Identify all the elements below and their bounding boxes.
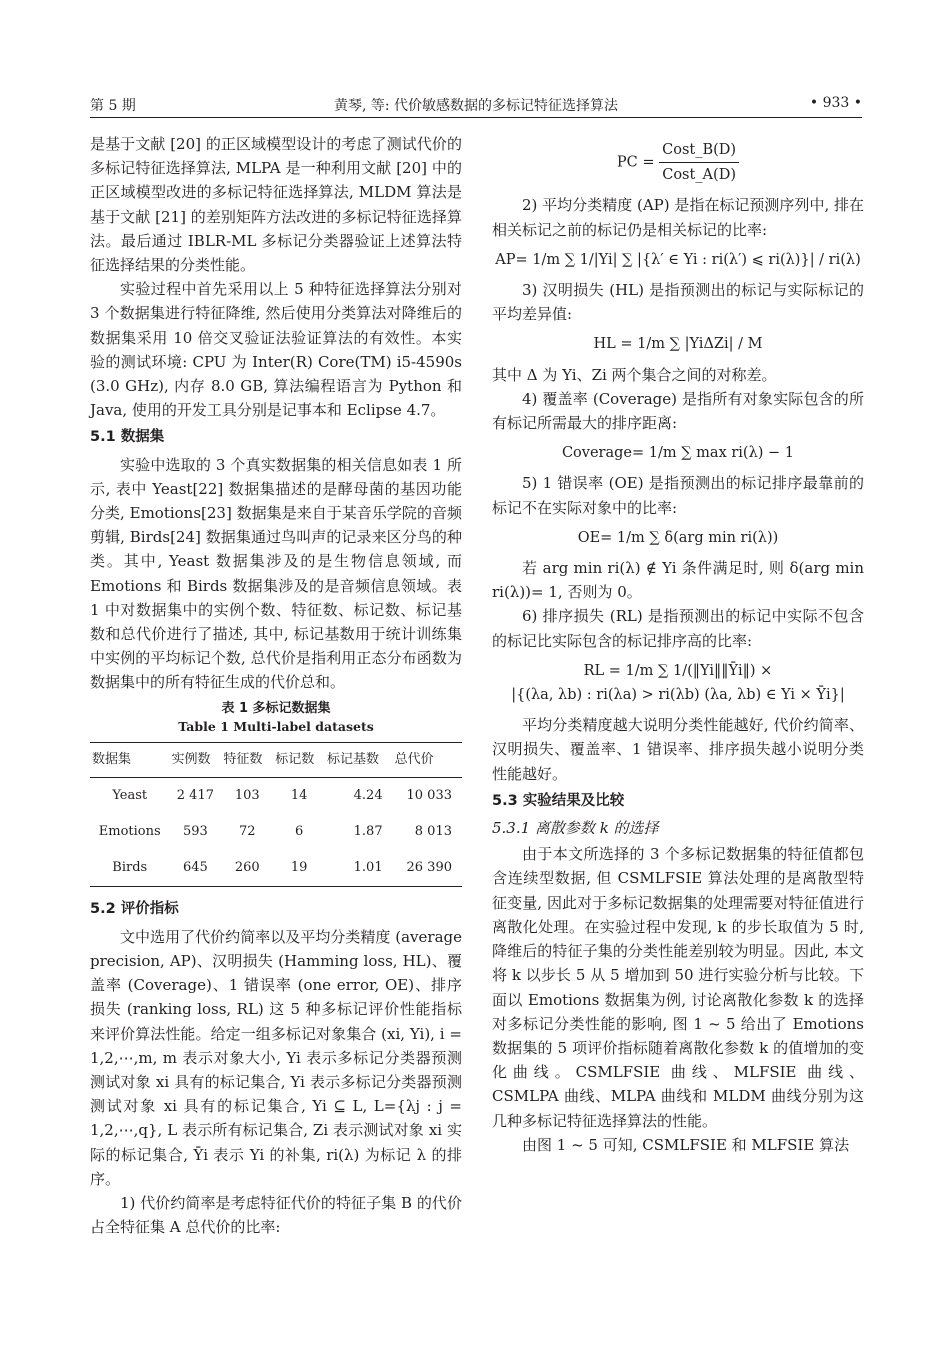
- table-header-cell: 总代价: [393, 742, 462, 777]
- table-cell: Birds: [90, 850, 169, 887]
- section-heading-metrics: 5.2 评价指标: [90, 901, 179, 918]
- table-cell: 6: [294, 824, 304, 840]
- table-cell: 593: [182, 824, 208, 840]
- table-header-cell: 实例数: [169, 742, 221, 777]
- paragraph-datasets: 实验中选取的 3 个真实数据集的相关信息如表 1 所示, 表中 Yeast[22] 数据集描述的是酵母菌的基因功能分类, Emotions[23] 数据集是来自于某音乐学院的音频剪辑, Birds[24] 数据集通过鸟叫声的记录来区分鸟的种类。其中, Yeast 数据集涉及的是生物信息领域, 而 Emotions 和 Birds 数据集涉及的是音频信息领域。表 1 中对数据集中的实例个数、特征数、标记数、标记基数和总代价进行了描述, 其中, 标记基数用于统计训练集中实例的平均标记个数, 总代价是指利用正态分布函数为数据集中的所有特征生成的代价总和。: [90, 455, 462, 692]
- table-cell: 4.24: [353, 787, 383, 803]
- table-header-row: [90, 742, 462, 777]
- paragraph-metrics: 文中选用了代价约简率以及平均分类精度 (average precision, AP)、汉明损失 (Hamming loss, HL)、覆盖率 (Coverage)、1 错误率 (one error, OE)、排序损失 (ranking loss, RL) 这 5 种多标记评价性能指标来评价算法性能。给定一组多标记对象集合 (xi, Yi), i = 1,2,⋯,m, m 表示对象大小, Yi 表示多标记分类器预测测试对象 xi 具有的标记集合, Yi 表示多标记分类器预测测试对象 xi 具有的标记集合, Yi ⊆ L, L={λj : j = 1,2,⋯,q}, L 表示所有标记集合, Zi 表示测试对象 xi 实际的标记集合, Ȳi 表示 Yi 的补集, ri(λ) 为标记 λ 的排序。: [90, 927, 462, 1188]
- paragraph-hl: 3) 汉明损失 (HL) 是指预测出的标记与实际标记的平均差异值:: [492, 281, 864, 324]
- table-cell: 8 013: [414, 824, 452, 840]
- running-title: 黄琴, 等: 代价敏感数据的多标记特征选择算法: [333, 98, 619, 114]
- formula-pc-fraction: [659, 138, 739, 187]
- table-caption-cn: 表 1 多标记数据集: [221, 700, 331, 716]
- table-cell: 2 417: [176, 787, 214, 803]
- table-header-cell: 标记数: [273, 742, 325, 777]
- formula-hl: HL = 1/m ∑ |YiΔZi| / M: [593, 336, 763, 353]
- formula-rl-line2: |{(λa, λb) : ri(λa) > ri(λb) (λa, λb) ∈ Yi × Ȳi}|: [511, 687, 845, 704]
- table-cell: 19: [273, 850, 325, 887]
- issue-number: 第 5 期: [90, 98, 136, 114]
- formula-pc-denominator: Cost_A(D): [662, 167, 736, 184]
- formula-pc: [492, 138, 864, 187]
- table-cell: 1.01: [325, 850, 393, 887]
- right-column: [492, 132, 864, 1157]
- paragraph-ap: 2) 平均分类精度 (AP) 是指在标记预测序列中, 排在相关标记之前的标记仍是相关标记的比率:: [492, 196, 864, 239]
- paragraph-discretization: 由于本文所选择的 3 个多标记数据集的特征值都包含连续型数据, 但 CSMLFSIE 算法处理的是离散型特征变量, 因此对于多标记数据集的处理需要对特征值进行离散化处理。在实验过程中发现, k 的步长取值为 5 时, 降维后的特征子集的分类性能差别较为明显。因此, 本文将 k 以步长 5 从 5 增加到 50 进行实验分析与比较。下面以 Emotions 数据集为例, 讨论离散化参数 k 的选择对多标记分类性能的影响, 图 1 ~ 5 给出了 Emotions 数据集的 5 项评价指标随着离散化参数 k 的值增加的变化曲线。CSMLFSIE 曲线、MLFSIE 曲线、CSMLPA 曲线、MLPA 曲线和 MLDM 曲线分别为这几种多标记特征选择算法的性能。: [492, 845, 864, 1130]
- paragraph-summary: 平均分类精度越大说明分类性能越好, 代价约简率、汉明损失、覆盖率、1 错误率、排序损失越小说明分类性能越好。: [492, 716, 864, 783]
- table-row: [90, 850, 462, 887]
- paragraph-oe: 5) 1 错误率 (OE) 是指预测出的标记排序最靠前的标记不在实际对象中的比率:: [492, 474, 864, 517]
- left-column: [90, 132, 462, 1239]
- page-number: • 933 •: [809, 95, 862, 111]
- paragraph-hl-note: 其中 Δ 为 Yi、Zi 两个集合之间的对称差。: [492, 365, 777, 384]
- paragraph-oe-note: 若 arg min ri(λ) ∉ Yi 条件满足时, 则 δ(arg min ri(λ))= 1, 否则为 0。: [492, 559, 864, 602]
- subsection-heading-k: 5.3.1 离散参数 k 的选择: [492, 819, 659, 838]
- paragraph-algorithms: 是基于文献 [20] 的正区域模型设计的考虑了测试代价的多标记特征选择算法, MLPA 是一种利用文献 [20] 中的正区域模型改进的多标记特征选择算法, MLDM 算法是基于文献 [21] 的差别矩阵方法改进的多标记特征选择算法。最后通过 IBLR-ML 多标记分类器验证上述算法特征选择结果的分类性能。: [90, 135, 462, 275]
- table-cell: 10 033: [406, 787, 452, 803]
- table-header-cell: 数据集: [90, 742, 169, 777]
- formula-oe: OE= 1/m ∑ δ(arg min ri(λ)): [577, 529, 779, 546]
- table-cell: 103: [234, 787, 260, 803]
- formula-rl-line1: RL = 1/m ∑ 1/(‖Yi‖‖Ȳi‖) ×: [583, 662, 773, 679]
- table-header-cell: 特征数: [221, 742, 273, 777]
- paragraph-rl: 6) 排序损失 (RL) 是指预测出的标记中实际不包含的标记比实际包含的标记排序高的比率:: [492, 607, 864, 650]
- paragraph-cost-reduction: 1) 代价约简率是考虑特征代价的特征子集 B 的代价占全特征集 A 总代价的比率:: [90, 1193, 462, 1237]
- table-row: [90, 777, 462, 814]
- table-caption-en: Table 1 Multi-label datasets: [178, 718, 374, 734]
- paragraph-conclusion-start: 由图 1 ~ 5 可知, CSMLFSIE 和 MLFSIE 算法: [522, 1135, 850, 1154]
- formula-pc-lhs: PC =: [616, 154, 655, 171]
- paragraph-experiment-setup: 实验过程中首先采用以上 5 种特征选择算法分别对 3 个数据集进行特征降维, 然后使用分类算法对降维后的数据集采用 10 倍交叉验证法验证算法的有效性。本实验的测试环境: CPU 为 Inter(R) Core(TM) i5-4590s (3.0 GHz), 内存 8.0 GB, 算法编程语言为 Python 和 Java, 使用的开发工具分别是记事本和 Eclipse 4.7。: [90, 280, 462, 420]
- table-cell: Emotions: [98, 824, 161, 840]
- formula-ap: AP= 1/m ∑ 1/|Yi| ∑ |{λ′ ∈ Yi : ri(λ′) ⩽ ri(λ)}| / ri(λ): [495, 251, 861, 268]
- table-cell: 26 390: [393, 850, 462, 887]
- formula-coverage: Coverage= 1/m ∑ max ri(λ) − 1: [561, 445, 795, 462]
- table-cell: 72: [238, 824, 256, 840]
- section-heading-datasets: 5.1 数据集: [90, 429, 165, 446]
- section-heading-results: 5.3 实验结果及比较: [492, 792, 625, 809]
- table-row: [90, 814, 462, 850]
- running-header: [90, 95, 862, 118]
- table-cell: 1.87: [353, 824, 383, 840]
- formula-pc-numerator: Cost_B(D): [659, 138, 739, 163]
- table-cell: 645: [169, 850, 221, 887]
- paragraph-coverage: 4) 覆盖率 (Coverage) 是指所有对象实际包含的所有标记所需最大的排序距离:: [492, 389, 864, 433]
- table-header-cell: 标记基数: [325, 742, 393, 777]
- table-cell: Yeast: [112, 787, 148, 803]
- table-cell: 260: [221, 850, 273, 887]
- dataset-table: [90, 742, 462, 888]
- table-cell: 14: [290, 787, 308, 803]
